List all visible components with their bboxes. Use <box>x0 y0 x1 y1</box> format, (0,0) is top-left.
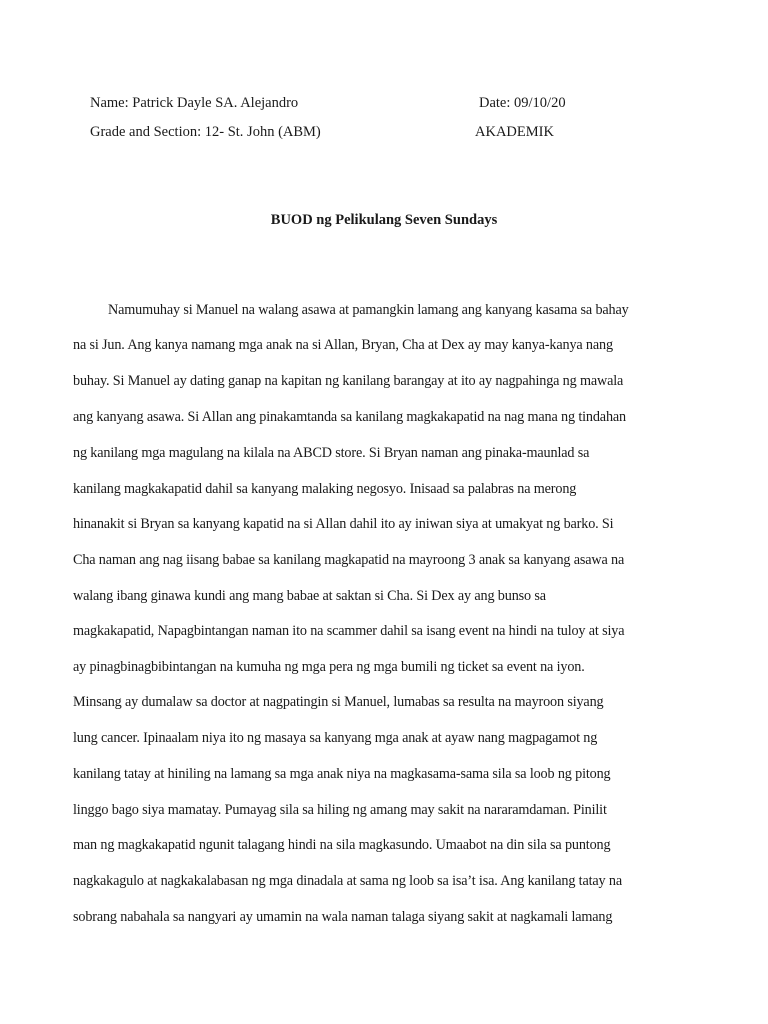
subject-label: AKADEMIK <box>475 124 554 140</box>
paragraph-line: Minsang ay dumalaw sa doctor at nagpatingin si Manuel, lumabas sa resulta na mayroon siyang <box>73 694 604 710</box>
paragraph-line: lung cancer. Ipinaalam niya ito ng masaya sa kanyang mga anak at ayaw nang magpagamot ng <box>73 730 598 746</box>
paragraph-line: buhay. Si Manuel ay dating ganap na kapitan ng kanilang barangay at ito ay nagpahinga ng mawala <box>73 373 624 389</box>
paragraph-line: Namumuhay si Manuel na walang asawa at pamangkin lamang ang kanyang kasama sa bahay <box>108 302 629 318</box>
student-name: Name: Patrick Dayle SA. Alejandro <box>90 95 299 111</box>
paragraph-line: nagkakagulo at nagkakalabasan ng mga dinadala at sama ng loob sa isa’t isa. Ang kanilang tatay na <box>73 873 622 889</box>
paragraph-line: na si Jun. Ang kanya namang mga anak na si Allan, Bryan, Cha at Dex ay may kanya-kanya nang <box>73 337 613 353</box>
document-title: BUOD ng Pelikulang Seven Sundays <box>270 212 498 228</box>
paragraph-line: kanilang magkakapatid dahil sa kanyang malaking negosyo. Inisaad sa palabras na merong <box>73 481 577 497</box>
paragraph-line: sobrang nabahala sa nangyari ay umamin na wala naman talaga siyang sakit at nagkamali lamang <box>73 909 613 925</box>
paragraph-line: ang kanyang asawa. Si Allan ang pinakamtanda sa kanilang magkakapatid na nag mana ng tindahan <box>73 409 626 425</box>
grade-section: Grade and Section: 12- St. John (ABM) <box>90 124 321 140</box>
paragraph-line: hinanakit si Bryan sa kanyang kapatid na si Allan dahil ito ay iniwan siya at umakyat ng barko. Si <box>73 516 614 532</box>
paragraph-line: ng kanilang mga magulang na kilala na ABCD store. Si Bryan naman ang pinaka-maunlad sa <box>73 445 590 461</box>
paragraph-line: linggo bago siya mamatay. Pumayag sila sa hiling ng amang may sakit na nararamdaman. Pinilit <box>73 802 607 818</box>
paragraph-line: walang ibang ginawa kundi ang mang babae at saktan si Cha. Si Dex ay ang bunso sa <box>73 588 546 604</box>
paragraph-line: Cha naman ang nag iisang babae sa kanilang magkapatid na mayroong 3 anak sa kanyang asawa na <box>73 552 625 568</box>
document-date: Date: 09/10/20 <box>479 95 566 111</box>
paragraph-line: man ng magkakapatid ngunit talagang hindi na sila magkasundo. Umaabot na din sila sa puntong <box>73 837 611 853</box>
paragraph-line: magkakapatid, Napagbintangan naman ito na scammer dahil sa isang event na hindi na tuloy at siya <box>73 623 625 639</box>
paragraph-line: ay pinagbinagbibintangan na kumuha ng mga pera ng mga bumili ng ticket sa event na iyon. <box>73 659 585 675</box>
paragraph-line: kanilang tatay at hiniling na lamang sa mga anak niya na magkasama-sama sila sa loob ng pitong <box>73 766 611 782</box>
